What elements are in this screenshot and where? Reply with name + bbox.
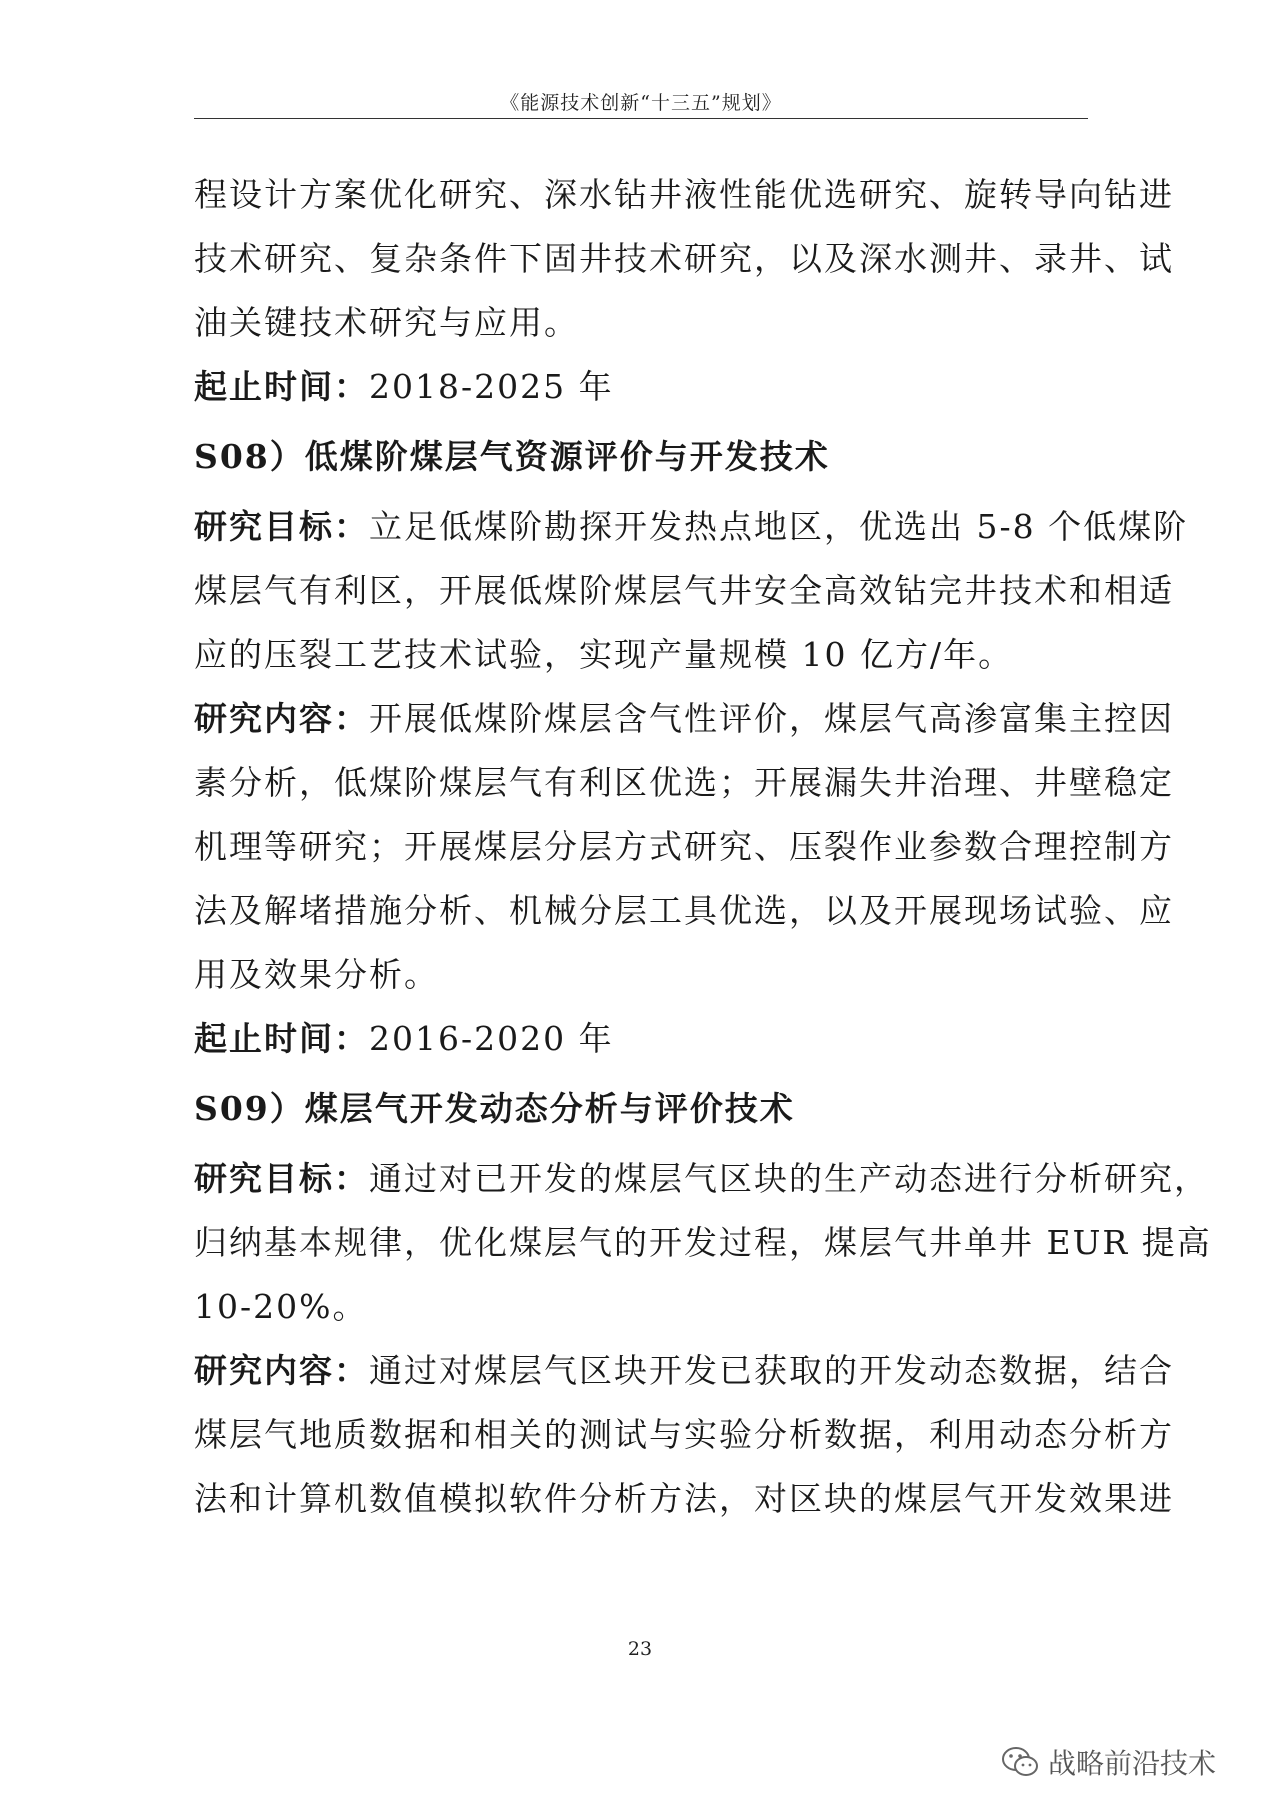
- watermark-text: 战略前沿技术: [1048, 1747, 1217, 1780]
- period-value: 2016-2020 年: [369, 1019, 614, 1058]
- body-line: 油关键技术研究与应用。: [194, 303, 579, 342]
- period-line: [194, 355, 1090, 419]
- wechat-icon: [1000, 1744, 1040, 1780]
- period-label: 起止时间：: [194, 1019, 369, 1058]
- body-line: 归纳基本规律，优化煤层气的开发过程，煤层气井单井 EUR 提高: [194, 1223, 1212, 1262]
- content-line: [194, 1339, 1174, 1403]
- watermark: [1000, 1740, 1216, 1784]
- goal-line: [194, 495, 1189, 559]
- period-line: [194, 1007, 1090, 1071]
- period-label: 起止时间：: [194, 367, 369, 406]
- goal-line: [194, 1147, 1209, 1211]
- period-value: 2018-2025 年: [369, 367, 614, 406]
- goal-text: 通过对已开发的煤层气区块的生产动态进行分析研究，: [369, 1159, 1209, 1198]
- body-line: 10-20%。: [194, 1287, 368, 1326]
- body-line: 程设计方案优化研究、深水钻井液性能优选研究、旋转导向钻进: [194, 175, 1174, 214]
- content-label: 研究内容：: [194, 699, 369, 738]
- body-line: 煤层气地质数据和相关的测试与实验分析数据，利用动态分析方: [194, 1415, 1174, 1454]
- content-label: 研究内容：: [194, 1351, 369, 1390]
- content-text: 开展低煤阶煤层含气性评价，煤层气高渗富集主控因: [369, 699, 1174, 738]
- goal-label: 研究目标：: [194, 1159, 369, 1198]
- body-line: 法和计算机数值模拟软件分析方法，对区块的煤层气开发效果进: [194, 1479, 1174, 1518]
- goal-label: 研究目标：: [194, 507, 369, 546]
- running-header: 《能源技术创新“十三五”规划》: [500, 92, 782, 114]
- section-heading-s08: S08）低煤阶煤层气资源评价与开发技术: [194, 437, 830, 476]
- body-line: 技术研究、复杂条件下固井技术研究，以及深水测井、录井、试: [194, 239, 1174, 278]
- header-rule: [194, 118, 1088, 119]
- body-line: 机理等研究；开展煤层分层方式研究、压裂作业参数合理控制方: [194, 827, 1174, 866]
- body-line: 法及解堵措施分析、机械分层工具优选，以及开展现场试验、应: [194, 891, 1174, 930]
- body-line: 素分析，低煤阶煤层气有利区优选；开展漏失井治理、井壁稳定: [194, 763, 1174, 802]
- goal-text: 立足低煤阶勘探开发热点地区，优选出 5-8 个低煤阶: [369, 507, 1189, 546]
- content-line: [194, 687, 1174, 751]
- section-heading-s09: S09）煤层气开发动态分析与评价技术: [194, 1089, 795, 1128]
- page-number: 23: [627, 1638, 653, 1660]
- body-line: 应的压裂工艺技术试验，实现产量规模 10 亿方/年。: [194, 635, 1014, 674]
- body-line: 煤层气有利区，开展低煤阶煤层气井安全高效钻完井技术和相适: [194, 571, 1174, 610]
- body-line: 用及效果分析。: [194, 955, 439, 994]
- page-body: [194, 163, 1212, 1531]
- content-text: 通过对煤层气区块开发已获取的开发动态数据，结合: [369, 1351, 1174, 1390]
